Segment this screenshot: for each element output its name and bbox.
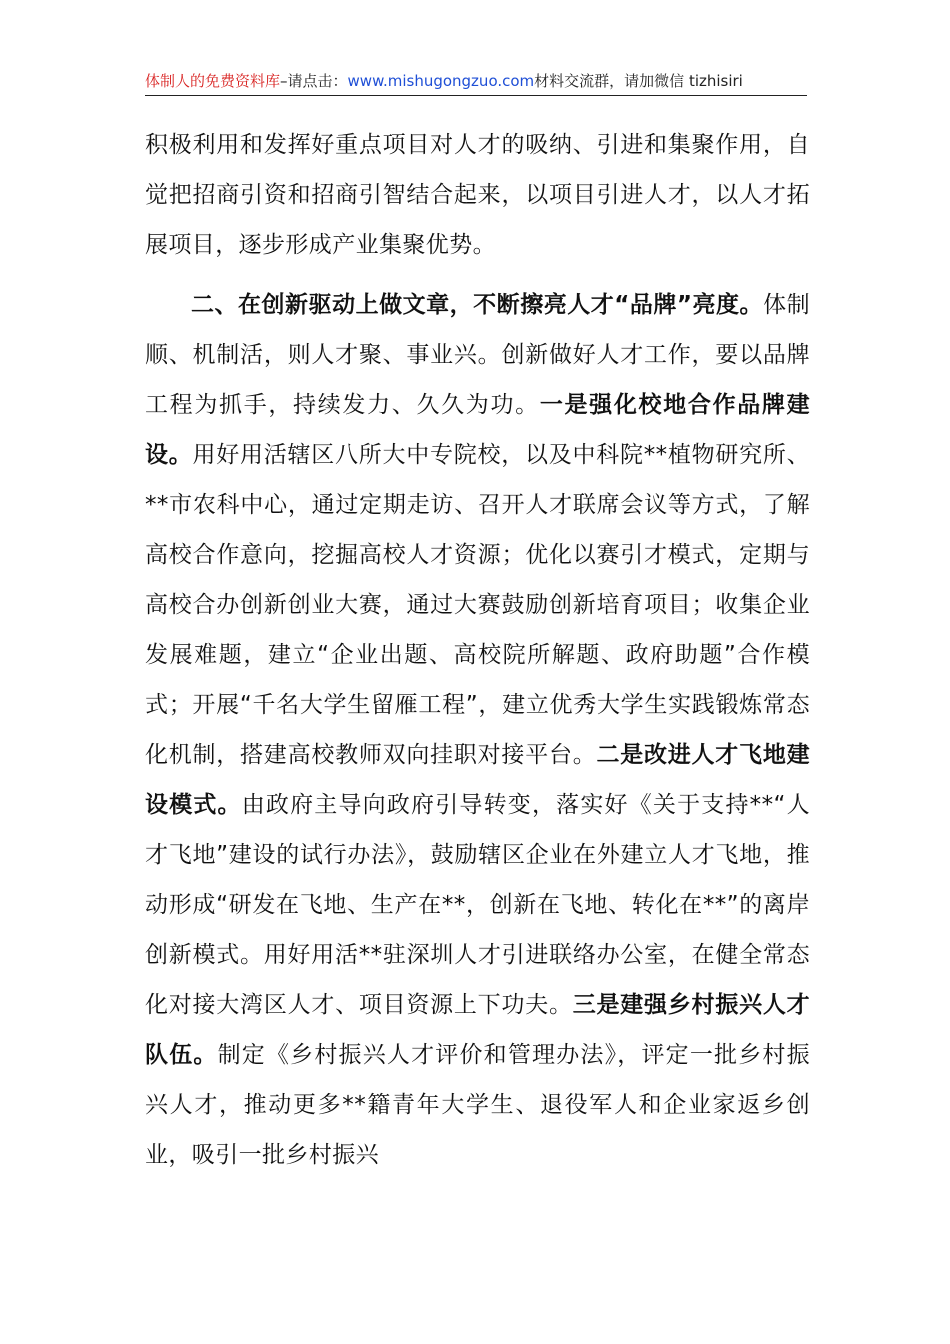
point-2-title: 二是改进人才飞地建设模式。	[145, 742, 810, 818]
section-intro: 体制顺、机制活，则人才聚、事业兴。创新做好人才工作，要以品牌工程为抓手，持续发力、久久为功。	[145, 292, 810, 418]
point-3-text: 制定《乡村振兴人才评价和管理办法》，评定一批乡村振兴人才，推动更多**籍青年大学生、退役军人和企业家返乡创业，吸引一批乡村振兴	[145, 1042, 811, 1168]
document-body	[145, 120, 810, 1180]
page-header	[145, 68, 807, 96]
paragraph-innovation-brand	[145, 280, 810, 1180]
point-1-text: 用好用活辖区八所大中专院校，以及中科院**植物研究所、**市农科中心，通过定期走访、召开人才联席会议等方式，了解高校合作意向，挖掘高校人才资源；优化以赛引才模式，定期与高校合办创新创业大赛，通过大赛鼓励创新培育项目；收集企业发展难题，建立“企业出题、高校院所解题、政府助题”合作模式；开展“千名大学生留雁工程”，建立优秀大学生实践锻炼常态化机制，搭建高校教师双向挂职对接平台。	[145, 442, 810, 768]
point-2-text: 由政府主导向政府引导转变，落实好《关于支持**“人才飞地”建设的试行办法》，鼓励辖区企业在外建立人才飞地，推动形成“研发在飞地、生产在**，创新在飞地、转化在**”的离岸创新模式。用好用活**驻深圳人才引进联络办公室，在健全常态化对接大湾区人才、项目资源上下功夫。	[145, 792, 810, 1018]
point-3-title: 三是建强乡村振兴人才队伍。	[145, 992, 811, 1068]
point-1-title: 一是强化校地合作品牌建设。	[145, 392, 810, 468]
header-brand: 体制人的免费资料库	[145, 72, 281, 90]
section-heading: 二、在创新驱动上做文章，不断擦亮人才“品牌”亮度。	[191, 292, 764, 318]
header-prompt: –请点击：	[280, 72, 348, 90]
paragraph-talent-projects: 积极利用和发挥好重点项目对人才的吸纳、引进和集聚作用，自觉把招商引资和招商引智结合起来，以项目引进人才，以人才拓展项目，逐步形成产业集聚优势。	[145, 132, 810, 258]
header-wechat-note: 材料交流群，请加微信 tizhisiri	[534, 72, 743, 90]
header-website-link[interactable]: www.mishugongzuo.com	[347, 72, 535, 90]
